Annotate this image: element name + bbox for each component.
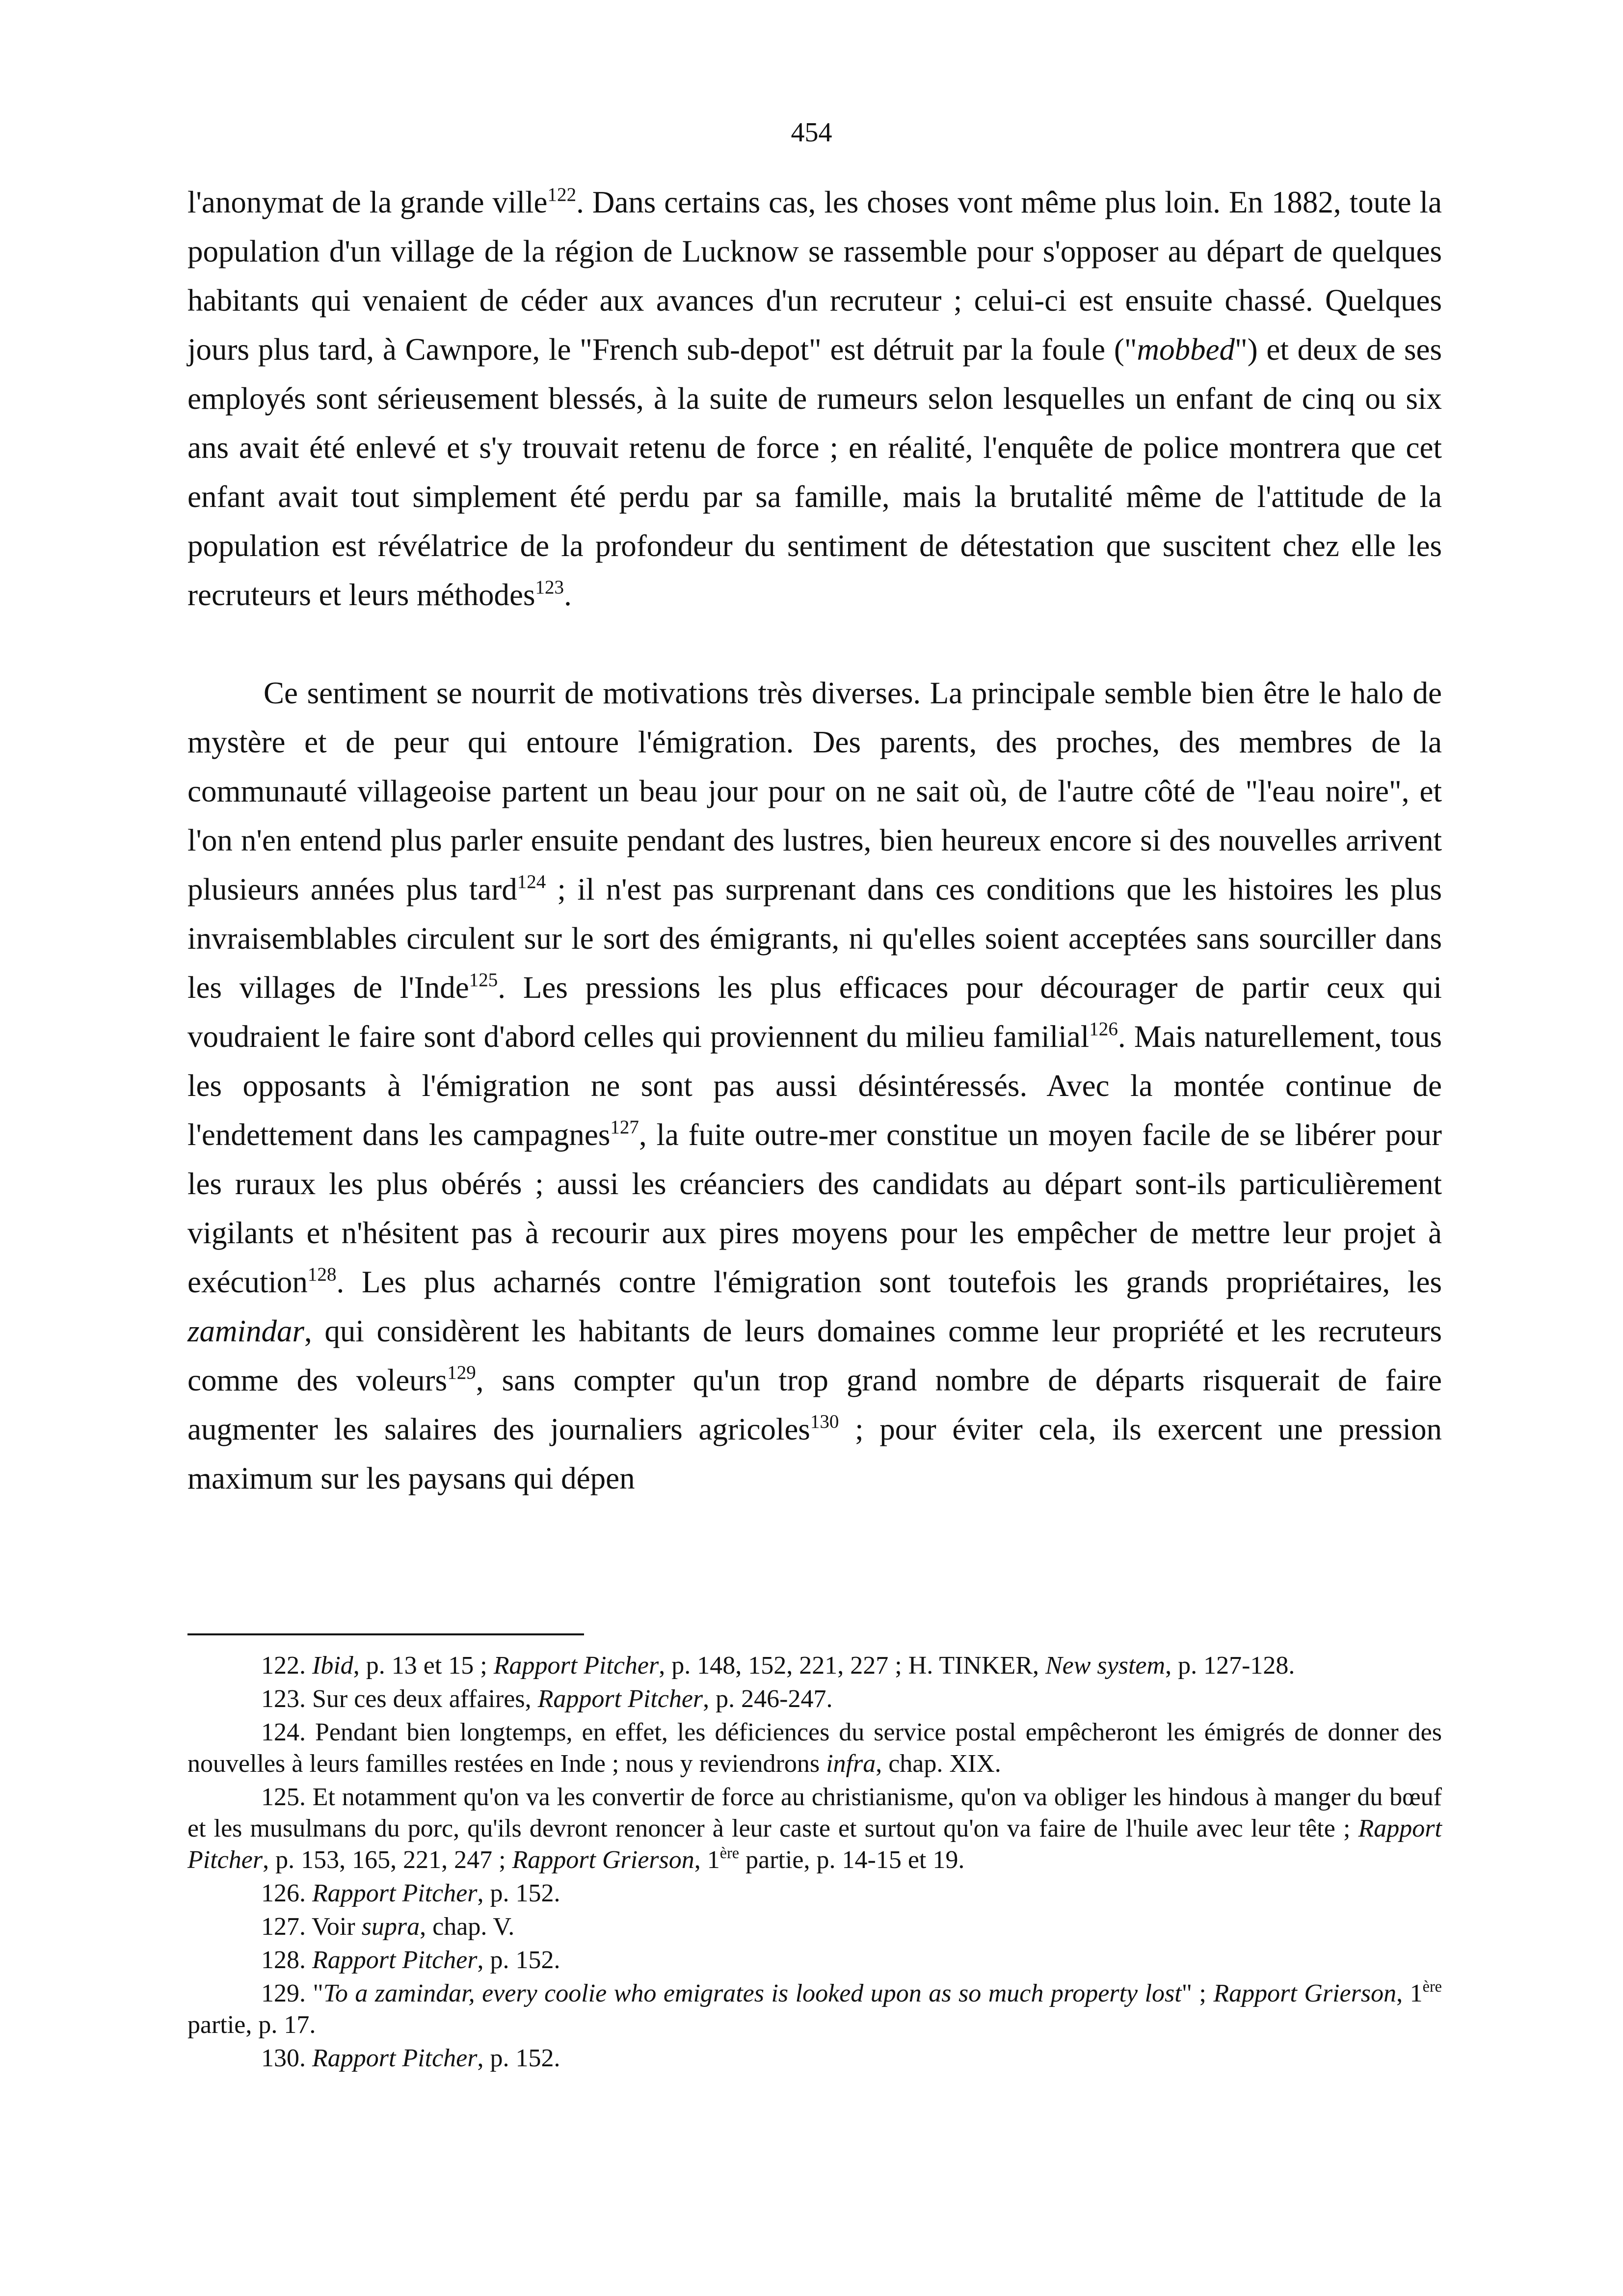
text-run: , p. 127-128. bbox=[1165, 1652, 1295, 1680]
footnote-reference: 127 bbox=[610, 1116, 639, 1138]
text-run: . Les plus acharnés contre l'émigration sont toutefois les grands propriétaires, les bbox=[336, 1265, 1442, 1299]
footnote-reference: 129 bbox=[447, 1362, 476, 1383]
text-run: 127. Voir bbox=[261, 1913, 362, 1941]
text-run: , p. 148, 152, 221, 227 ; H. TINKER, bbox=[659, 1652, 1045, 1680]
text-run: , qui considèrent les habitants de leurs domaines comme leur propriété et les recruteurs comme des voleurs bbox=[187, 1314, 1442, 1397]
text-run: , 1 bbox=[694, 1846, 720, 1874]
footnote-reference: ère bbox=[719, 1844, 740, 1862]
italic-text: Rapport Pitcher bbox=[312, 2044, 478, 2072]
text-run: ; pour éviter cela, ils exercent une pression maximum sur les paysans qui dépen bbox=[187, 1412, 1442, 1495]
italic-text: supra bbox=[361, 1913, 420, 1941]
footnote bbox=[187, 1945, 1442, 1976]
footnote bbox=[187, 1911, 1442, 1943]
footnote bbox=[187, 1683, 1442, 1715]
paragraph bbox=[187, 178, 1442, 619]
footnote-reference: ère bbox=[1422, 1977, 1442, 1996]
paragraph bbox=[187, 668, 1442, 1503]
footnote-reference: 122 bbox=[547, 184, 577, 205]
italic-text: Rapport Pitcher bbox=[312, 1946, 478, 1974]
text-run: . Les pressions les plus efficaces pour décourager de partir ceux qui voudraient le faire sont d'abord celles qui proviennent du milieu familial bbox=[187, 970, 1442, 1054]
footnote bbox=[187, 1717, 1442, 1780]
body-text bbox=[187, 178, 1442, 1503]
footnote bbox=[187, 1782, 1442, 1876]
text-run: , p. 152. bbox=[477, 1879, 560, 1907]
footnote-reference: 123 bbox=[535, 576, 564, 598]
text-run: 130. bbox=[261, 2044, 312, 2072]
text-run: , chap. XIX. bbox=[876, 1750, 1001, 1778]
footnote bbox=[187, 2043, 1442, 2074]
text-run: ") et deux de ses employés sont sérieusement blessés, à la suite de rumeurs selon lesquelles un enfant de cinq ou six ans avait été enlevé et s'y trouvait retenu de force ; en réalité, l'enquête de police montrera que cet enfant avait tout simplement été perdu par sa famille, mais la brutalité même de l'attitude de la population est révélatrice de la profondeur du sentiment de détestation que suscitent chez elle les recruteurs et leurs méthodes bbox=[187, 332, 1442, 612]
text-run: 129. " bbox=[261, 1979, 323, 2007]
footnote bbox=[187, 1650, 1442, 1682]
text-run: , sans compter qu'un trop grand nombre de départs risquerait de faire augmenter les salaires des journaliers agricoles bbox=[187, 1363, 1442, 1446]
footnote-reference: 128 bbox=[307, 1263, 337, 1285]
text-run: , p. 13 et 15 ; bbox=[353, 1652, 494, 1680]
text-run: . bbox=[564, 578, 572, 612]
text-run: l'anonymat de la grande ville bbox=[187, 185, 548, 219]
text-run: 126. bbox=[261, 1879, 312, 1907]
italic-text: infra bbox=[826, 1750, 876, 1778]
text-run: , 1 bbox=[1396, 1979, 1423, 2007]
italic-text: Rapport Grierson bbox=[1213, 1979, 1397, 2007]
italic-text: Rapport Grierson bbox=[512, 1846, 694, 1874]
footnote-reference: 124 bbox=[517, 871, 546, 892]
italic-text: Ibid bbox=[312, 1652, 353, 1680]
footnote-reference: 130 bbox=[810, 1411, 839, 1432]
text-run: . Mais naturellement, tous les opposants à l'émigration ne sont pas aussi désintéressés. Avec la montée continue de l'endettement dans les campagnes bbox=[187, 1019, 1442, 1152]
text-run: , p. 246-247. bbox=[703, 1685, 833, 1713]
page-number: 454 bbox=[791, 117, 832, 148]
text-run: partie, p. 17. bbox=[187, 2011, 316, 2039]
text-run: 122. bbox=[261, 1652, 312, 1680]
footnotes bbox=[187, 1650, 1442, 2076]
footnote-reference: 125 bbox=[469, 969, 498, 990]
italic-text: Rapport Pitcher bbox=[537, 1685, 703, 1713]
italic-text: zamindar bbox=[187, 1314, 305, 1348]
text-run: 123. Sur ces deux affaires, bbox=[261, 1685, 538, 1713]
footnote bbox=[187, 1978, 1442, 2041]
text-run: , la fuite outre-mer constitue un moyen facile de se libérer pour les ruraux les plus obérés ; aussi les créanciers des candidats au départ sont-ils particulièrement vigilants et n'hésitent pas à recourir aux pires moyens pour les empêcher de mettre leur projet à exécution bbox=[187, 1118, 1442, 1299]
footnote bbox=[187, 1878, 1442, 1909]
text-run: 124. Pendant bien longtemps, en effet, les déficiences du service postal empêcheront les émigrés de donner des nouvelles à leurs familles restées en Inde ; nous y reviendrons bbox=[187, 1718, 1442, 1778]
text-run: 125. Et notamment qu'on va les convertir de force au christianisme, qu'on va obliger les hindous à manger du bœuf et les musulmans du porc, qu'ils devront renoncer à leur caste et surtout qu'on va faire de l'huile avec leur tête ; bbox=[187, 1783, 1442, 1842]
italic-text: To a zamindar, every coolie who emigrates is looked upon as so much property lost bbox=[323, 1979, 1182, 2007]
text-run: . Dans certains cas, les choses vont même plus loin. En 1882, toute la population d'un village de la région de Lucknow se rassemble pour s'opposer au départ de quelques habitants qui venaient de céder aux avances d'un recruteur ; celui-ci est ensuite chassé. Quelques jours plus tard, à Cawnpore, le "French sub-depot" est détruit par la foule (" bbox=[187, 185, 1442, 367]
italic-text: New system bbox=[1045, 1652, 1166, 1680]
text-run: ; il n'est pas surprenant dans ces conditions que les histoires les plus invraisemblables circulent sur le sort des émigrants, ni qu'elles soient acceptées sans sourciller dans les villages de l'Inde bbox=[187, 872, 1442, 1005]
italic-text: Rapport Pitcher bbox=[187, 1815, 1442, 1874]
text-run: 128. bbox=[261, 1946, 312, 1974]
text-run: , chap. V. bbox=[420, 1913, 515, 1941]
italic-text: mobbed bbox=[1137, 332, 1235, 367]
text-run: " ; bbox=[1181, 1979, 1214, 2007]
text-run: , p. 152. bbox=[477, 2044, 560, 2072]
footnote-reference: 126 bbox=[1089, 1018, 1118, 1040]
italic-text: Rapport Pitcher bbox=[493, 1652, 659, 1680]
text-run: partie, p. 14-15 et 19. bbox=[739, 1846, 965, 1874]
text-run: Ce sentiment se nourrit de motivations très diverses. La principale semble bien être le halo de mystère et de peur qui entoure l'émigration. Des parents, des proches, des membres de la communauté villageoise partent un beau jour pour on ne sait où, de l'autre côté de "l'eau noire", et l'on n'en entend plus parler ensuite pendant des lustres, bien heureux encore si des nouvelles arrivent plusieurs années plus tard bbox=[187, 676, 1442, 907]
text-run: , p. 152. bbox=[477, 1946, 560, 1974]
footnote-divider bbox=[187, 1633, 584, 1635]
text-run: , p. 153, 165, 221, 247 ; bbox=[263, 1846, 512, 1874]
italic-text: Rapport Pitcher bbox=[312, 1879, 478, 1907]
